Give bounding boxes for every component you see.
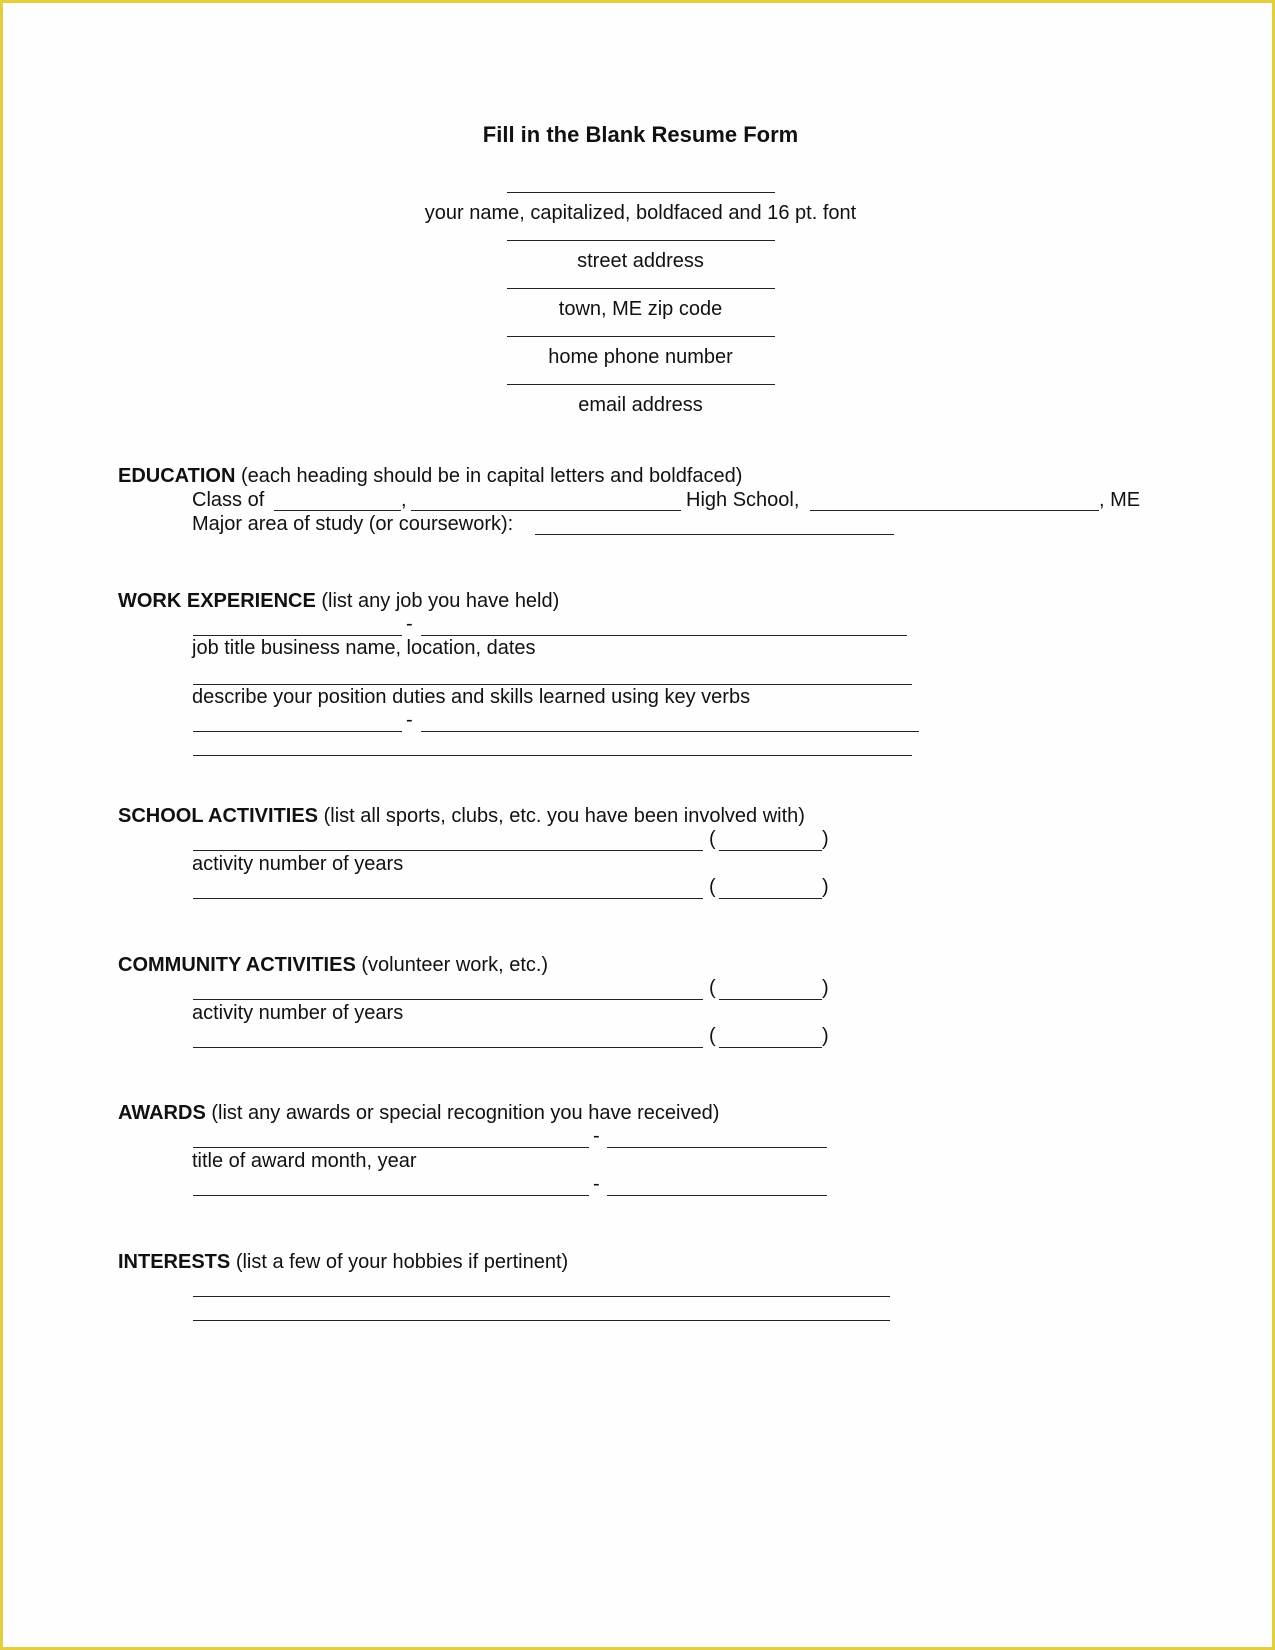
award-title-blank-2: [193, 1195, 589, 1196]
awards-note: (list any awards or special recognition you have received): [211, 1102, 720, 1124]
duties-caption: describe your position duties and skills learned using key verbs: [192, 686, 751, 708]
education-heading-label: EDUCATION: [118, 465, 236, 487]
school-years-blank-2: [719, 898, 822, 899]
school-activity-blank-2: [193, 898, 703, 899]
email-hint: email address: [578, 394, 703, 416]
town-blank: [507, 288, 775, 289]
school-years-blank-1: [719, 850, 822, 851]
phone-blank: [507, 336, 775, 337]
community-note: (volunteer work, etc.): [361, 954, 549, 976]
job-dash-2: -: [406, 709, 413, 731]
comma: ,: [401, 489, 407, 511]
school-heading: [118, 805, 805, 827]
community-years-blank-2: [719, 1047, 822, 1048]
community-heading: [118, 954, 548, 976]
community-caption: activity number of years: [192, 1002, 404, 1024]
school-town-blank: [810, 510, 1099, 511]
major-label: Major area of study (or coursework):: [192, 513, 514, 535]
duties-blank: [193, 684, 912, 685]
interests-heading: [118, 1251, 568, 1273]
community-open-paren-1: (: [709, 977, 716, 999]
education-heading: [118, 465, 742, 487]
community-heading-label: COMMUNITY ACTIVITIES: [118, 954, 356, 976]
award-date-blank-1: [607, 1147, 827, 1148]
major-blank: [535, 534, 894, 535]
community-activity-blank-1: [193, 999, 703, 1000]
street-blank: [507, 240, 775, 241]
school-heading-label: SCHOOL ACTIVITIES: [118, 805, 319, 827]
state-label: , ME: [1099, 489, 1141, 511]
community-close-paren-2: ): [822, 1025, 829, 1047]
job-dash: -: [406, 613, 413, 635]
school-close-paren-1: ): [822, 828, 829, 850]
award-date-blank-2: [607, 1195, 827, 1196]
community-activity-blank-2: [193, 1047, 703, 1048]
work-heading-label: WORK EXPERIENCE: [118, 590, 316, 612]
community-open-paren-2: (: [709, 1025, 716, 1047]
school-open-paren-2: (: [709, 876, 716, 898]
school-caption: activity number of years: [192, 853, 404, 875]
name-field: [3, 192, 1275, 225]
name-blank: [507, 192, 775, 193]
street-hint: street address: [577, 250, 704, 272]
award-dash-2: -: [593, 1173, 600, 1195]
job-title-blank: [193, 635, 402, 636]
education-note: (each heading should be in capital letters and boldfaced): [240, 465, 743, 487]
awards-caption: title of award month, year: [192, 1150, 417, 1172]
high-school-label: High School,: [686, 489, 800, 511]
form-title: Fill in the Blank Resume Form: [482, 122, 799, 147]
school-name-blank: [411, 510, 681, 511]
school-open-paren-1: (: [709, 828, 716, 850]
award-title-blank-1: [193, 1147, 589, 1148]
community-years-blank-1: [719, 999, 822, 1000]
class-of-label: Class of: [192, 489, 265, 511]
town-hint: town, ME zip code: [558, 298, 723, 320]
phone-hint: home phone number: [548, 346, 733, 368]
business-blank: [421, 635, 907, 636]
job-title-blank-2: [193, 731, 402, 732]
interests-heading-label: INTERESTS: [118, 1251, 231, 1273]
award-dash-1: -: [593, 1125, 600, 1147]
class-year-blank: [274, 510, 401, 511]
business-blank-2: [421, 731, 919, 732]
job-caption: job title business name, location, dates: [192, 637, 536, 659]
email-field: [3, 384, 1275, 417]
school-note: (list all sports, clubs, etc. you have been involved with): [323, 805, 805, 827]
community-close-paren-1: ): [822, 977, 829, 999]
duties-blank-2: [193, 755, 912, 756]
street-field: [3, 240, 1275, 273]
awards-heading: [118, 1102, 719, 1124]
interests-blank-2: [193, 1320, 890, 1321]
work-heading: [118, 590, 559, 612]
interests-note: (list a few of your hobbies if pertinent): [235, 1251, 569, 1273]
work-note: (list any job you have held): [321, 590, 560, 612]
interests-blank-1: [193, 1296, 890, 1297]
phone-field: [3, 336, 1275, 369]
name-hint: your name, capitalized, boldfaced and 16 pt. font: [424, 202, 857, 224]
email-blank: [507, 384, 775, 385]
town-field: [3, 288, 1275, 321]
school-activity-blank-1: [193, 850, 703, 851]
awards-heading-label: AWARDS: [118, 1102, 206, 1124]
school-close-paren-2: ): [822, 876, 829, 898]
